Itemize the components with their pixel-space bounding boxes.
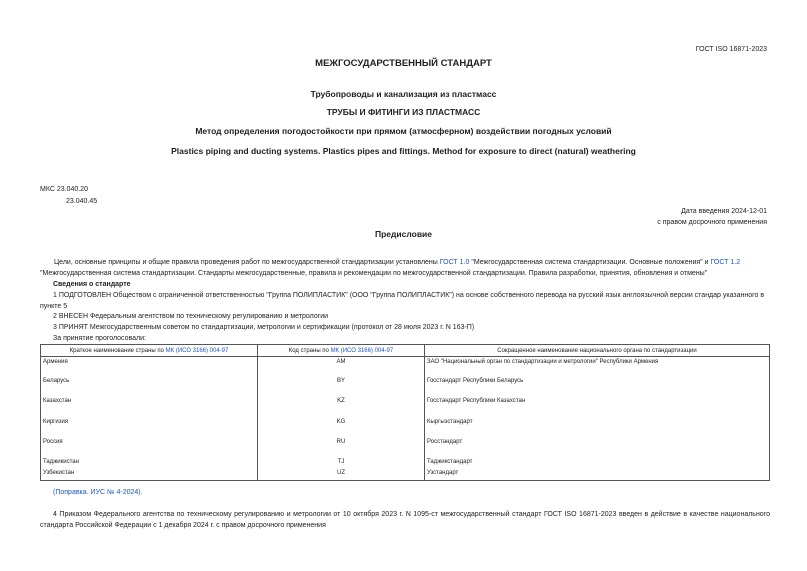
code-cell: KZ <box>258 398 425 419</box>
code-cell: KG <box>258 419 425 439</box>
body-cell: Узстандарт <box>425 470 770 481</box>
title-ru-1: Трубопроводы и канализация из пластмасс <box>310 89 497 99</box>
early-application-note: с правом досрочного применения <box>657 219 767 226</box>
gost-1-2-link[interactable]: ГОСТ 1.2 <box>710 259 741 266</box>
mk-iso-3166-link[interactable]: МК (ИСО 3166) 004-97 <box>165 347 229 354</box>
country-cell: Армения <box>41 357 258 378</box>
title-ru-2: ТРУБЫ И ФИТИНГИ ИЗ ПЛАСТМАСС <box>326 107 481 117</box>
gost-1-0-link[interactable]: ГОСТ 1.0 <box>439 259 470 266</box>
table-row <box>41 398 770 419</box>
code-cell: TJ <box>258 459 425 470</box>
country-cell: Киргизия <box>41 419 258 439</box>
column-header-body: Сокращенное наименование национального органа по стандартизации <box>425 345 770 357</box>
title-ru-3: Метод определения погодостойкости при прямом (атмосферном) воздействии погодных условий <box>195 126 612 136</box>
code-cell: RU <box>258 439 425 459</box>
mks-code-2: 23.040.45 <box>66 198 98 205</box>
country-cell: Узбекистан <box>41 470 258 481</box>
preface-paragraph-1: Цели, основные принципы и общие правила проведения работ по межгосударственной стандартизации установлены ГОСТ 1.0 "Межгосударственная система стандартизации. Основные положения" и ГОСТ 1.2 "Межгосударственная система стандартизации. Стандарты межгосударственные, правила и рекомендации по межгосударственной стандартизации. Правила разработки, принятия, обновления и отмены" <box>40 259 741 277</box>
mk-iso-3166-link[interactable]: МК (ИСО 3166) 004-97 <box>330 347 394 354</box>
mks-code-1: МКС 23.040.20 <box>40 186 88 193</box>
table-row <box>41 357 770 378</box>
table-header-row <box>41 345 770 357</box>
table-row <box>41 459 770 470</box>
code-cell: BY <box>258 378 425 398</box>
body-cell: Госстандарт Республики Беларусь <box>425 378 770 398</box>
column-header-code: Код страны по МК (ИСО 3166) 004-97 <box>258 345 425 357</box>
column-header-country: Краткое наименование страны по МК (ИСО 3166) 004-97 <box>41 345 258 357</box>
preface-heading: Предисловие <box>374 229 433 239</box>
amendment-link[interactable]: (Поправка. ИУС № 4-2024). <box>53 489 143 496</box>
body-cell: Таджикстандарт <box>425 459 770 470</box>
body-cell: ЗАО "Национальный орган по стандартизации и метрологии" Республики Армения <box>425 357 770 378</box>
table-row <box>41 470 770 481</box>
country-cell: Казахстан <box>41 398 258 419</box>
code-cell: AM <box>258 357 425 378</box>
effective-date: Дата введения 2024-12-01 <box>681 208 767 215</box>
info-item-2: 2 ВНЕСЕН Федеральным агентством по техническому регулированию и метрологии <box>53 313 329 320</box>
document-code: ГОСТ ISO 16871-2023 <box>695 46 767 53</box>
countries-table <box>40 344 770 481</box>
body-cell: Госстандарт Республики Казахстан <box>425 398 770 419</box>
country-cell: Беларусь <box>41 378 258 398</box>
body-cell: Росстандарт <box>425 439 770 459</box>
table-row <box>41 419 770 439</box>
standard-type-heading: МЕЖГОСУДАРСТВЕННЫЙ СТАНДАРТ <box>315 58 492 69</box>
table-row <box>41 439 770 459</box>
info-heading: Сведения о стандарте <box>53 281 131 288</box>
title-en: Plastics piping and ducting systems. Plastics pipes and fittings. Method for exposure to direct (natural) weathering <box>171 146 636 156</box>
body-cell: Кыргызстандарт <box>425 419 770 439</box>
country-cell: Россия <box>41 439 258 459</box>
table-row <box>41 378 770 398</box>
code-cell: UZ <box>258 470 425 481</box>
country-cell: Таджикистан <box>41 459 258 470</box>
info-item-4: 4 Приказом Федерального агентства по техническому регулированию и метрологии от 10 октября 2023 г. N 1095-ст межгосударственный стандарт ГОСТ ISO 16871-2023 введен в действие в качестве национального стандарта Российской Федерации с 1 декабря 2024 г. с правом досрочного применения <box>40 511 770 529</box>
info-item-3: 3 ПРИНЯТ Межгосударственным советом по стандартизации, метрологии и сертификации (протокол от 28 июля 2023 г. N 163-П) <box>53 324 475 331</box>
voted-label: За принятие проголосовали: <box>53 335 146 342</box>
info-item-1: 1 ПОДГОТОВЛЕН Обществом с ограниченной ответственностью "Группа ПОЛИПЛАСТИК" (ООО "Группа ПОЛИПЛАСТИК") на основе собственного перевода на русский язык англоязычной версии стандар указанного в пункте 5 <box>40 292 765 310</box>
